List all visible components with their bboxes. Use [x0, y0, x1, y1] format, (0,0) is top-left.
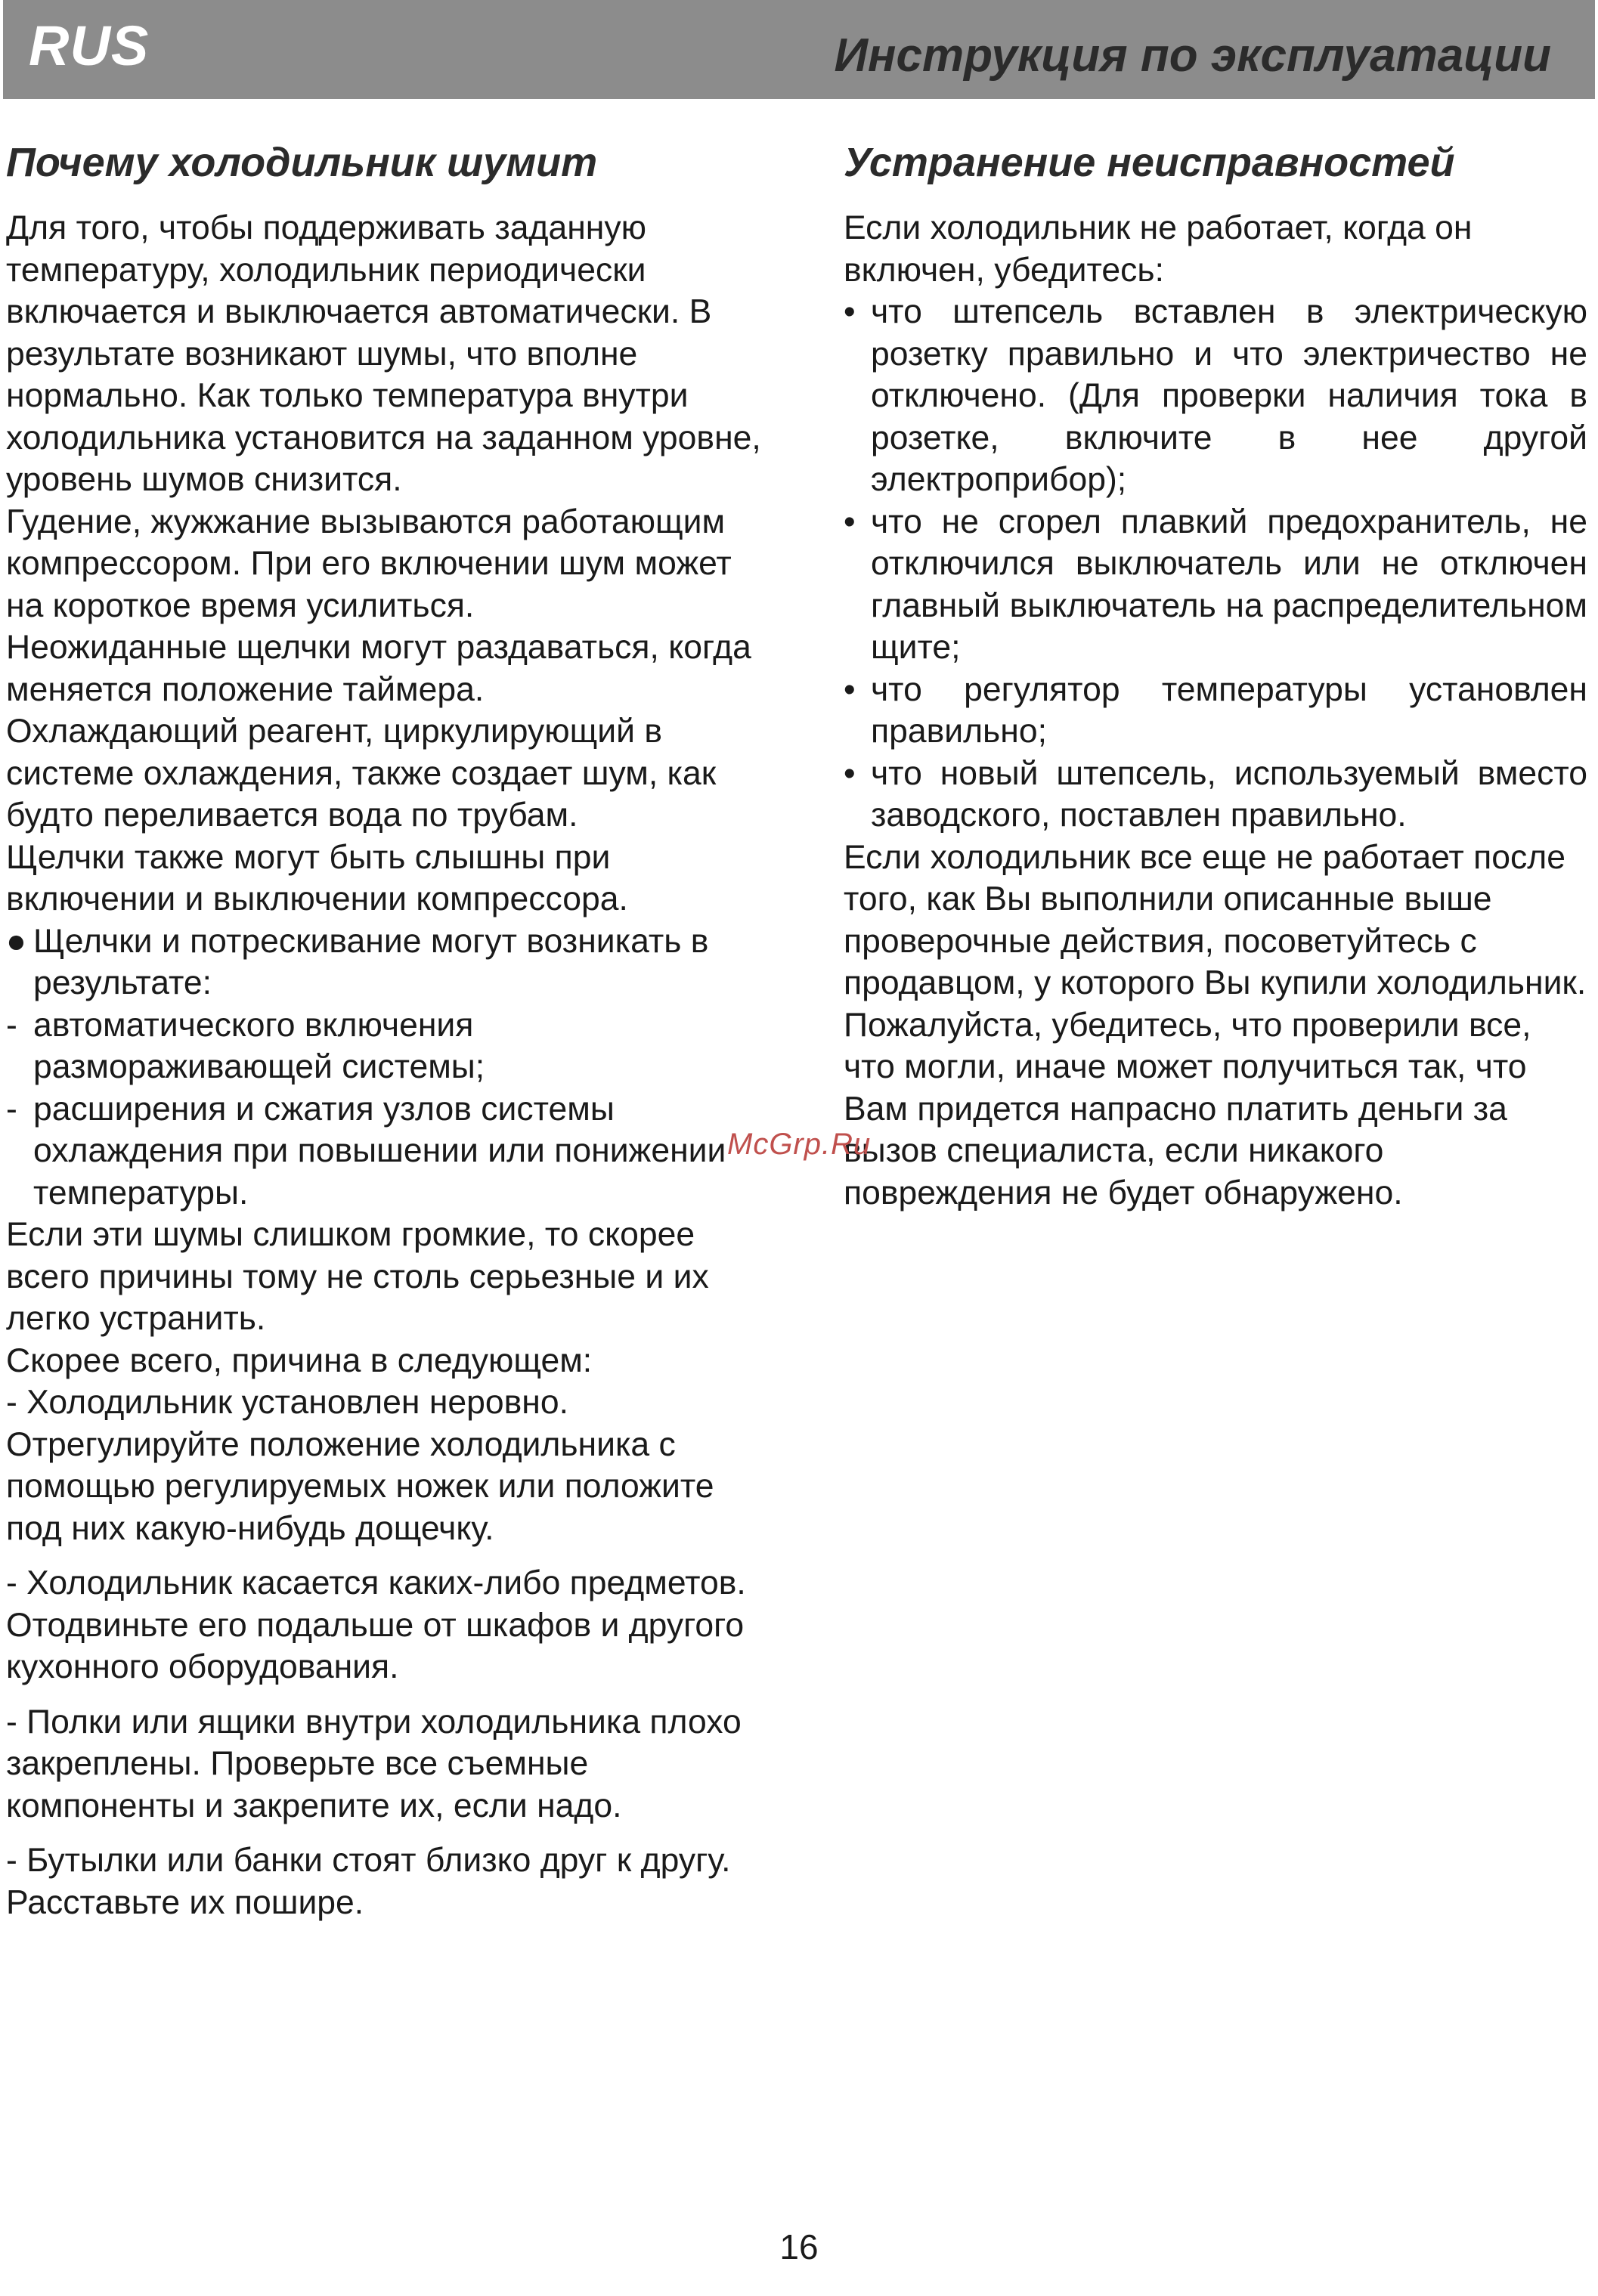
language-label: RUS: [29, 14, 150, 77]
dash-icon: -: [6, 1090, 17, 1128]
bullet-icon: •: [844, 754, 856, 792]
bullet-icon: •: [844, 293, 856, 330]
cause-paragraph: - Полки или ящики внутри холодильника плохо закреплены. Проверьте все съемные компоненты и закрепите их, если надо.: [6, 1703, 742, 1824]
bullet-icon: •: [844, 670, 856, 708]
paragraph: Щелчки также могут быть слышны при включении и выключении компрессора.: [6, 838, 628, 917]
dash-icon: -: [6, 1006, 17, 1044]
paragraph: Неожиданные щелчки могут раздаваться, когда меняется положение таймера.: [6, 629, 751, 708]
header-bar: [3, 0, 1595, 99]
section-heading-noise: Почему холодильник шумит: [6, 140, 598, 185]
bullet-icon: •: [844, 503, 856, 540]
list-item: • что регулятор температуры установлен правильно;: [844, 669, 1587, 753]
list-item: • что не сгорел плавкий предохранитель, не отключился выключатель или не отключен главный выключатель на распределительном щите;: [844, 501, 1587, 669]
cause-paragraph: - Холодильник касается каких-либо предметов. Отодвиньте его подальше от шкафов и другого кухонного оборудования.: [6, 1564, 746, 1685]
list-item: - расширения и сжатия узлов системы охлаждения при повышении или понижении температуры.: [6, 1088, 762, 1215]
bullet-item: ● Щелчки и потрескивание могут возникать в результате:: [6, 921, 762, 1004]
watermark: McGrp.Ru: [727, 1128, 872, 1161]
paragraph: Для того, чтобы поддерживать заданную температуру, холодильник периодически включается и выключается автоматически. В результате возникают шумы, что вполне нормально. Как только температура внутри холодильника установится на заданном уровне, уровень шумов снизится.: [6, 209, 761, 498]
list-item: - автоматического включения размораживающей системы;: [6, 1004, 762, 1088]
list-item: • что штепсель вставлен в электрическую розетку правильно и что электричество не отключено. (Для проверки наличия тока в розетке, включите в нее другой электроприбор);: [844, 291, 1587, 501]
manual-title: Инструкция по эксплуатации: [834, 29, 1551, 82]
page-number: 16: [779, 2227, 819, 2267]
right-column: [844, 136, 1587, 1214]
paragraph: Если холодильник все еще не работает после того, как Вы выполнили описанные выше проверочные действия, посоветуйтесь с продавцом, у которого Вы купили холодильник.: [844, 838, 1587, 1001]
paragraph: Охлаждающий реагент, циркулирующий в системе охлаждения, также создает шум, как будто переливается вода по трубам.: [6, 713, 717, 834]
list-item: • что новый штепсель, используемый вместо заводского, поставлен правильно.: [844, 753, 1587, 837]
paragraph: Если эти шумы слишком громкие, то скорее всего причины тому не столь серьезные и их легко устранить.: [6, 1216, 709, 1337]
paragraph: Гудение, жужжание вызываются работающим компрессором. При его включении шум может на короткое время усилиться.: [6, 503, 732, 624]
section-heading-troubleshooting: Устранение неисправностей: [844, 140, 1455, 185]
cause-paragraph: - Холодильник установлен неровно. Отрегулируйте положение холодильника с помощью регулируемых ножек или положите под них какую-нибудь дощечку.: [6, 1384, 714, 1547]
left-column: [6, 136, 762, 1923]
cause-paragraph: - Бутылки или банки стоят близко друг к другу. Расставьте их пошире.: [6, 1842, 731, 1921]
paragraph: Пожалуйста, убедитесь, что проверили все, что могли, иначе может получиться так, что Вам придется напрасно платить деньги за вызов специалиста, если никакого повреждения не будет обнаружено.: [844, 1006, 1531, 1211]
bullet-icon: ●: [6, 922, 26, 960]
paragraph: Если холодильник не работает, когда он включен, убедитесь:: [844, 209, 1473, 289]
paragraph: Скорее всего, причина в следующем:: [6, 1341, 593, 1379]
